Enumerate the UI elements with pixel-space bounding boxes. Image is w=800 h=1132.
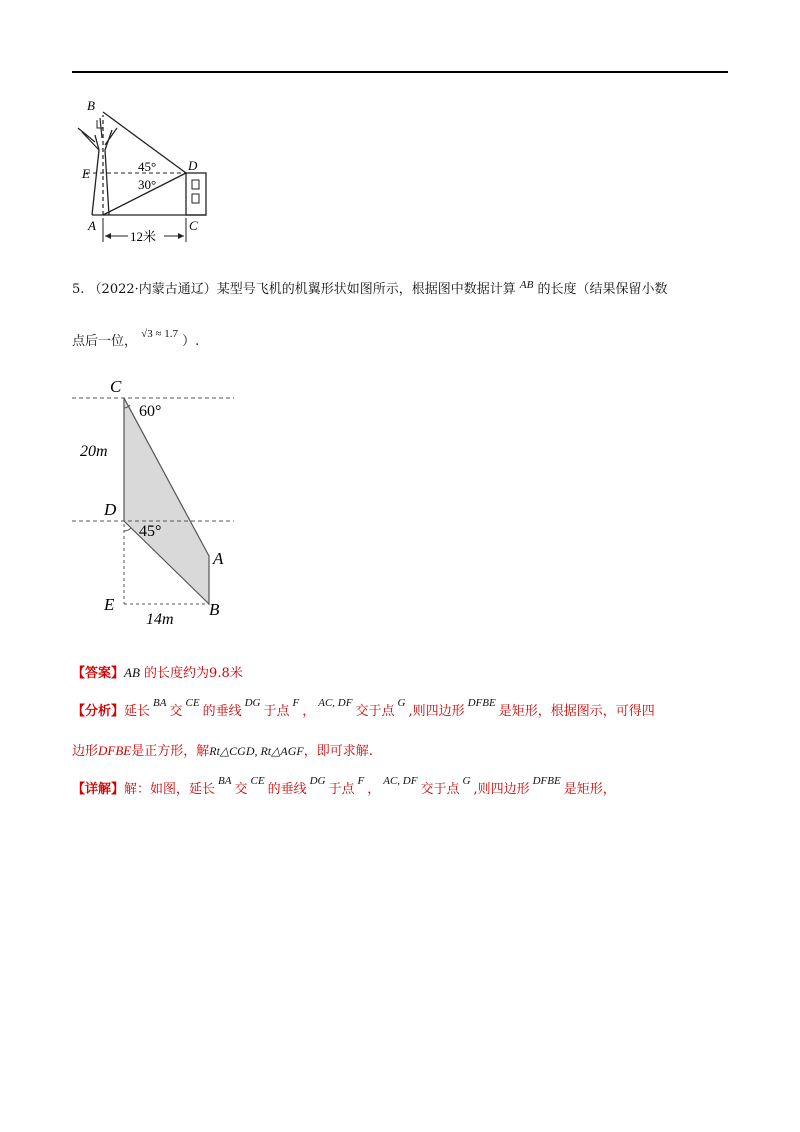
- detail-line: [72, 775, 616, 797]
- analysis-text: 交于点: [355, 704, 395, 719]
- detail-text: 是矩形，: [563, 782, 616, 797]
- sqrt-expression: √3 ≈ 1.7: [141, 328, 178, 340]
- analysis-text: 边形: [72, 744, 99, 759]
- analysis-line-2: [72, 740, 373, 759]
- detail-text: 交: [234, 782, 248, 797]
- math-g: G: [462, 775, 471, 787]
- question-source: （2022·内蒙古通辽）: [88, 282, 217, 297]
- question-line2-before: 点后一位，: [72, 334, 138, 349]
- fig1-label-d: D: [188, 158, 198, 173]
- analysis-text: ，即可求解.: [303, 744, 373, 759]
- math-dfbe: DFBE: [467, 697, 496, 709]
- math-ac-df: AC, DF: [318, 697, 353, 709]
- math-dg: DG: [244, 697, 261, 709]
- math-dfbe: DFBE: [98, 743, 132, 758]
- fig1-label-e: E: [82, 166, 90, 181]
- fig2-label-d: D: [104, 500, 117, 519]
- math-ba: BA: [218, 775, 232, 787]
- question-line-1: [72, 278, 668, 297]
- analysis-text: 交: [169, 704, 183, 719]
- analysis-line-1: [72, 697, 655, 719]
- math-dg: DG: [309, 775, 326, 787]
- analysis-text: ，: [302, 704, 316, 719]
- analysis-text: 于点: [263, 704, 290, 719]
- fig1-distance: 12米: [130, 229, 157, 244]
- fig1-label-a: A: [88, 218, 96, 233]
- question-ab: AB: [519, 279, 534, 291]
- math-ba: BA: [153, 697, 167, 709]
- detail-tag: 【详解】: [72, 782, 125, 797]
- detail-text: ，: [367, 782, 381, 797]
- question-number: 5.: [72, 282, 85, 297]
- math-dfbe: DFBE: [532, 775, 561, 787]
- fig2-length-20m: 20m: [80, 443, 108, 460]
- answer-ab: AB: [124, 665, 140, 680]
- answer-text: 的长度约为9.8米: [144, 666, 243, 681]
- question-line2-after: ）.: [182, 334, 200, 349]
- fig2-label-e: E: [104, 595, 115, 614]
- answer-line: [72, 662, 243, 681]
- math-ac-df: AC, DF: [383, 775, 418, 787]
- fig2-angle-60: 60°: [139, 403, 162, 420]
- fig1-label-c: C: [189, 218, 198, 233]
- question-text-after: 的长度（结果保留小数: [537, 282, 668, 297]
- detail-text: 解：如图，延长: [124, 782, 216, 797]
- analysis-text: 是正方形，解: [131, 744, 210, 759]
- question-line-2: [72, 330, 199, 349]
- math-g: G: [397, 697, 406, 709]
- detail-text: 于点: [328, 782, 355, 797]
- header-rule: [72, 71, 728, 73]
- analysis-text: ,则四边形: [408, 704, 465, 719]
- math-ce: CE: [185, 697, 200, 709]
- math-f: F: [292, 697, 300, 709]
- fig2-angle-45: 45°: [139, 523, 162, 540]
- fig1-label-b: B: [87, 98, 95, 113]
- question-text: 某型号飞机的机翼形状如图所示，根据图中数据计算: [216, 282, 516, 297]
- detail-text: 交于点: [420, 782, 460, 797]
- wing-figure: [72, 372, 242, 632]
- fig1-angle-30: 30°: [138, 177, 157, 192]
- fig1-angle-45: 45°: [138, 159, 157, 174]
- fig2-length-14m: 14m: [146, 611, 174, 628]
- analysis-text: 是矩形，根据图示，可得四: [498, 704, 655, 719]
- detail-text: 的垂线: [267, 782, 307, 797]
- analysis-text: 的垂线: [202, 704, 242, 719]
- tree-building-figure: [72, 90, 222, 250]
- math-ce: CE: [250, 775, 265, 787]
- detail-text: ,则四边形: [473, 782, 530, 797]
- analysis-tag: 【分析】: [72, 704, 125, 719]
- answer-tag: 【答案】: [72, 666, 125, 681]
- math-triangles: Rt△CGD, Rt△AGF: [209, 744, 304, 758]
- math-f: F: [357, 775, 365, 787]
- fig2-label-c: C: [110, 377, 122, 396]
- fig2-label-a: A: [213, 549, 224, 568]
- analysis-text: 延长: [124, 704, 151, 719]
- fig2-label-b: B: [209, 600, 220, 619]
